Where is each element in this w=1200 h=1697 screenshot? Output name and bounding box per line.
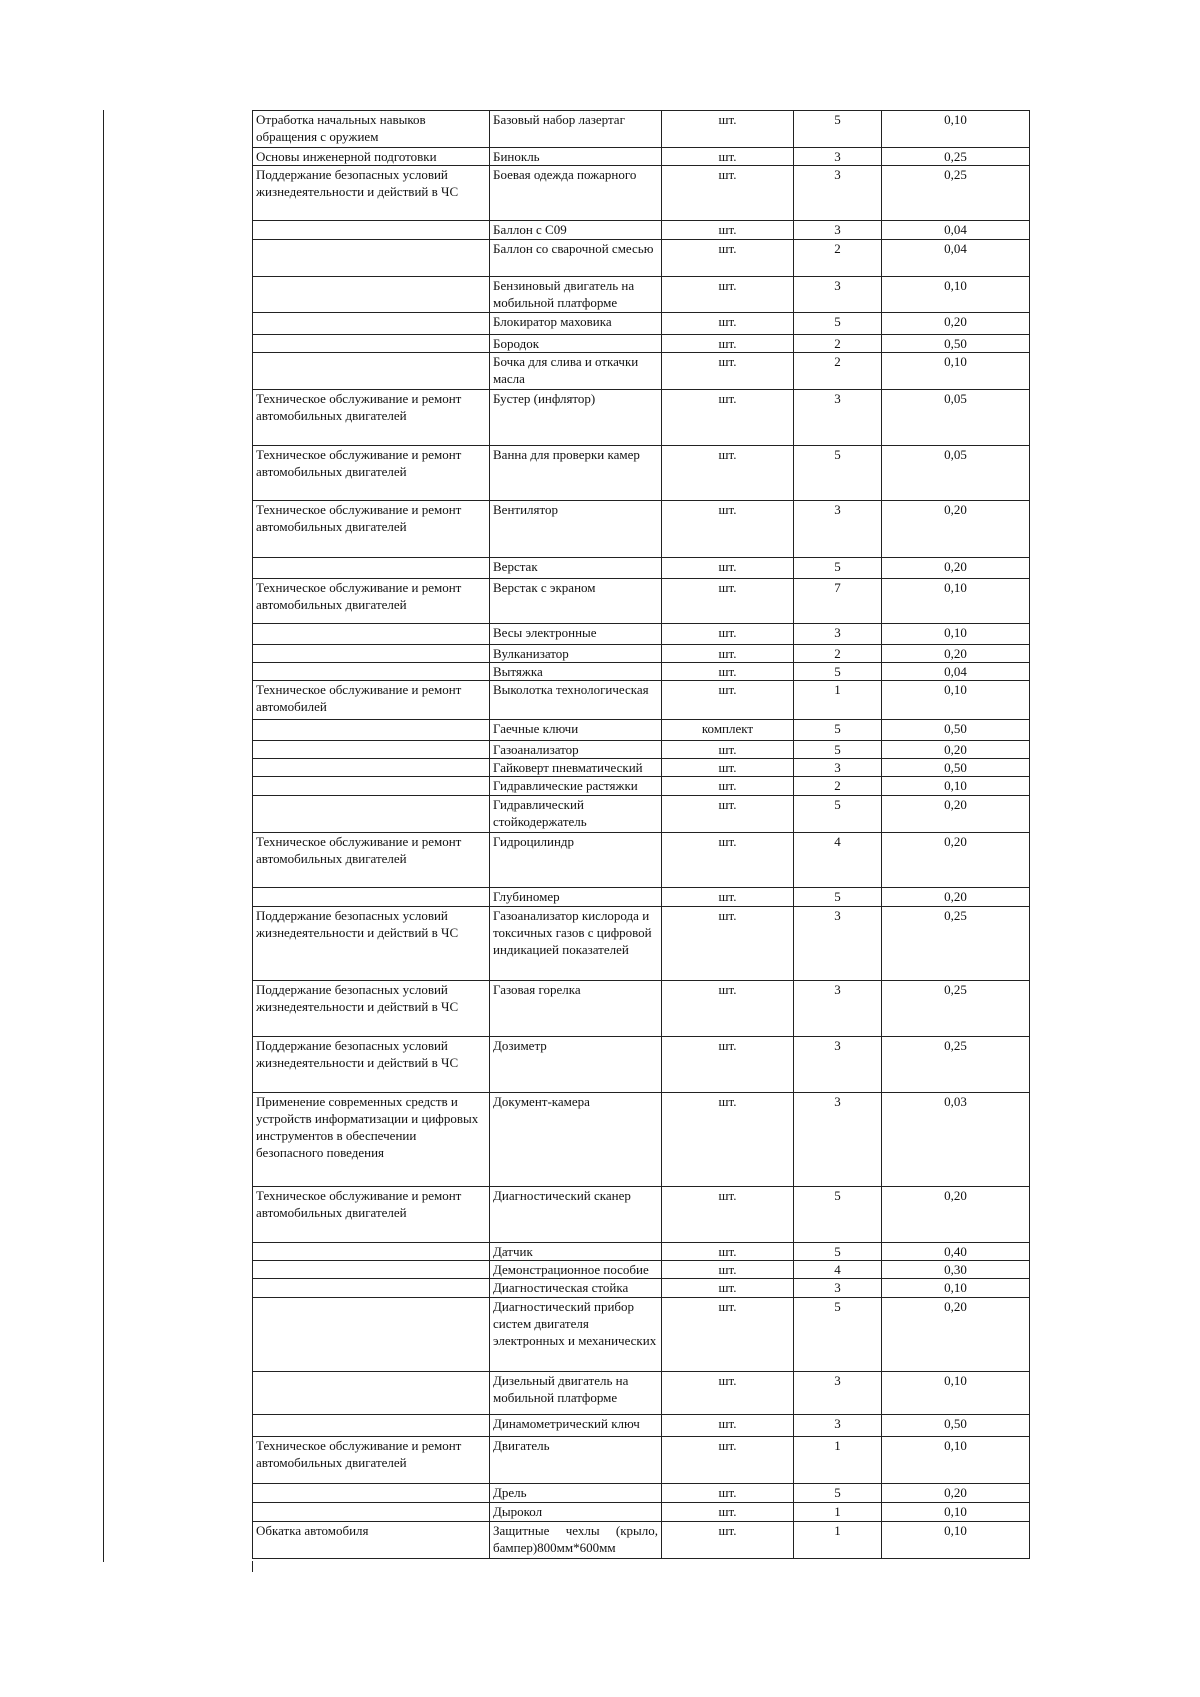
equipment-name-cell: Гидроцилиндр [490, 833, 662, 888]
coefficient-cell: 0,50 [882, 720, 1030, 741]
quantity-cell: 3 [794, 221, 882, 240]
equipment-name-cell: Демонстрационное пособие [490, 1261, 662, 1279]
quantity-cell: 5 [794, 796, 882, 833]
unit-cell: шт. [662, 888, 794, 907]
coefficient-cell: 0,10 [882, 1522, 1030, 1559]
unit-cell: шт. [662, 1298, 794, 1372]
coefficient-cell: 0,20 [882, 645, 1030, 663]
coefficient-cell: 0,20 [882, 1298, 1030, 1372]
training-area-cell [253, 335, 490, 353]
training-area-cell [253, 624, 490, 645]
equipment-table [252, 110, 1030, 1559]
equipment-name-cell: Дрель [490, 1484, 662, 1503]
quantity-cell: 2 [794, 777, 882, 796]
table-row [253, 390, 1030, 446]
coefficient-cell: 0,25 [882, 166, 1030, 221]
equipment-name-cell: Ванна для проверки камер [490, 446, 662, 501]
equipment-name-cell: Диагностический прибор систем двигателя электронных и механических [490, 1298, 662, 1372]
table-row [253, 1415, 1030, 1437]
equipment-name-cell: Дизельный двигатель на мобильной платформе [490, 1372, 662, 1415]
unit-cell: шт. [662, 1261, 794, 1279]
unit-cell: шт. [662, 166, 794, 221]
quantity-cell: 5 [794, 558, 882, 579]
quantity-cell: 7 [794, 579, 882, 624]
table-row [253, 645, 1030, 663]
equipment-name-cell: Баллон со сварочной смесью [490, 240, 662, 277]
unit-cell: шт. [662, 353, 794, 390]
training-area-cell [253, 1415, 490, 1437]
coefficient-cell: 0,25 [882, 148, 1030, 166]
quantity-cell: 3 [794, 166, 882, 221]
quantity-cell: 1 [794, 1522, 882, 1559]
unit-cell: шт. [662, 981, 794, 1037]
coefficient-cell: 0,10 [882, 1437, 1030, 1484]
equipment-name-cell: Боевая одежда пожарного [490, 166, 662, 221]
training-area-cell: Основы инженерной подготовки [253, 148, 490, 166]
quantity-cell: 5 [794, 313, 882, 335]
table-row [253, 240, 1030, 277]
training-area-cell [253, 313, 490, 335]
coefficient-cell: 0,25 [882, 907, 1030, 981]
table-row [253, 720, 1030, 741]
coefficient-cell: 0,03 [882, 1093, 1030, 1187]
table-row [253, 1279, 1030, 1298]
unit-cell: шт. [662, 777, 794, 796]
unit-cell: шт. [662, 907, 794, 981]
table-row [253, 558, 1030, 579]
training-area-cell: Обкатка автомобиля [253, 1522, 490, 1559]
equipment-name-cell: Вулканизатор [490, 645, 662, 663]
page-margin-rule [103, 110, 104, 1562]
training-area-cell: Поддержание безопасных условий жизнедеятельности и действий в ЧС [253, 166, 490, 221]
coefficient-cell: 0,10 [882, 777, 1030, 796]
coefficient-cell: 0,10 [882, 1372, 1030, 1415]
equipment-name-cell: Бинокль [490, 148, 662, 166]
equipment-name-cell: Диагностический сканер [490, 1187, 662, 1243]
quantity-cell: 3 [794, 1037, 882, 1093]
table-row [253, 148, 1030, 166]
table-row [253, 1243, 1030, 1261]
quantity-cell: 5 [794, 1187, 882, 1243]
coefficient-cell: 0,20 [882, 313, 1030, 335]
training-area-cell: Техническое обслуживание и ремонт автомобилей [253, 681, 490, 720]
equipment-name-cell: Глубиномер [490, 888, 662, 907]
quantity-cell: 1 [794, 1503, 882, 1522]
unit-cell: шт. [662, 277, 794, 313]
unit-cell: шт. [662, 759, 794, 777]
table-row [253, 1484, 1030, 1503]
training-area-cell: Поддержание безопасных условий жизнедеятельности и действий в ЧС [253, 1037, 490, 1093]
equipment-name-cell: Верстак [490, 558, 662, 579]
training-area-cell: Поддержание безопасных условий жизнедеятельности и действий в ЧС [253, 981, 490, 1037]
coefficient-cell: 0,50 [882, 759, 1030, 777]
training-area-cell [253, 221, 490, 240]
unit-cell: шт. [662, 446, 794, 501]
training-area-cell: Техническое обслуживание и ремонт автомобильных двигателей [253, 390, 490, 446]
quantity-cell: 5 [794, 1243, 882, 1261]
equipment-name-cell: Документ-камера [490, 1093, 662, 1187]
equipment-name-cell: Выколотка технологическая [490, 681, 662, 720]
training-area-cell [253, 1243, 490, 1261]
training-area-cell [253, 240, 490, 277]
equipment-name-cell: Дырокол [490, 1503, 662, 1522]
quantity-cell: 3 [794, 501, 882, 558]
unit-cell: шт. [662, 1522, 794, 1559]
table-row [253, 741, 1030, 759]
coefficient-cell: 0,10 [882, 353, 1030, 390]
training-area-cell: Техническое обслуживание и ремонт автомобильных двигателей [253, 1437, 490, 1484]
training-area-cell [253, 720, 490, 741]
unit-cell: шт. [662, 1372, 794, 1415]
unit-cell: шт. [662, 335, 794, 353]
unit-cell: шт. [662, 645, 794, 663]
training-area-cell [253, 1261, 490, 1279]
unit-cell: шт. [662, 1415, 794, 1437]
coefficient-cell: 0,20 [882, 501, 1030, 558]
unit-cell: шт. [662, 796, 794, 833]
table-row [253, 221, 1030, 240]
coefficient-cell: 0,20 [882, 796, 1030, 833]
table-row [253, 166, 1030, 221]
table-row [253, 353, 1030, 390]
coefficient-cell: 0,10 [882, 1503, 1030, 1522]
table-row [253, 1037, 1030, 1093]
table-row [253, 833, 1030, 888]
unit-cell: шт. [662, 1243, 794, 1261]
unit-cell: шт. [662, 741, 794, 759]
table-row [253, 1298, 1030, 1372]
unit-cell: шт. [662, 390, 794, 446]
quantity-cell: 4 [794, 1261, 882, 1279]
unit-cell: комплект [662, 720, 794, 741]
equipment-name-cell: Бородок [490, 335, 662, 353]
training-area-cell [253, 1279, 490, 1298]
equipment-name-cell: Газоанализатор кислорода и токсичных газов с цифровой индикацией показателей [490, 907, 662, 981]
unit-cell: шт. [662, 624, 794, 645]
quantity-cell: 5 [794, 1298, 882, 1372]
equipment-name-cell: Диагностическая стойка [490, 1279, 662, 1298]
quantity-cell: 3 [794, 148, 882, 166]
table-row [253, 446, 1030, 501]
table-row [253, 501, 1030, 558]
unit-cell: шт. [662, 111, 794, 148]
quantity-cell: 3 [794, 1415, 882, 1437]
quantity-cell: 2 [794, 353, 882, 390]
coefficient-cell: 0,25 [882, 981, 1030, 1037]
coefficient-cell: 0,20 [882, 833, 1030, 888]
unit-cell: шт. [662, 240, 794, 277]
training-area-cell: Техническое обслуживание и ремонт автомобильных двигателей [253, 1187, 490, 1243]
equipment-name-cell: Вентилятор [490, 501, 662, 558]
quantity-cell: 3 [794, 759, 882, 777]
training-area-cell [253, 741, 490, 759]
training-area-cell [253, 645, 490, 663]
equipment-name-cell: Гаечные ключи [490, 720, 662, 741]
table-row [253, 335, 1030, 353]
equipment-name-cell: Блокиратор маховика [490, 313, 662, 335]
training-area-cell: Техническое обслуживание и ремонт автомобильных двигателей [253, 833, 490, 888]
quantity-cell: 5 [794, 663, 882, 681]
coefficient-cell: 0,10 [882, 579, 1030, 624]
coefficient-cell: 0,04 [882, 221, 1030, 240]
training-area-cell: Техническое обслуживание и ремонт автомобильных двигателей [253, 446, 490, 501]
training-area-cell [253, 663, 490, 681]
equipment-name-cell: Гидравлический стойкодержатель [490, 796, 662, 833]
training-area-cell [253, 353, 490, 390]
quantity-cell: 3 [794, 277, 882, 313]
training-area-cell [253, 1484, 490, 1503]
table-row [253, 1522, 1030, 1559]
table-row [253, 981, 1030, 1037]
equipment-name-cell: Газоанализатор [490, 741, 662, 759]
quantity-cell: 3 [794, 390, 882, 446]
table-row [253, 888, 1030, 907]
table-row [253, 313, 1030, 335]
unit-cell: шт. [662, 579, 794, 624]
table-row [253, 663, 1030, 681]
quantity-cell: 2 [794, 335, 882, 353]
training-area-cell: Применение современных средств и устройств информатизации и цифровых инструментов в обеспечении безопасного поведения [253, 1093, 490, 1187]
quantity-cell: 5 [794, 741, 882, 759]
quantity-cell: 3 [794, 981, 882, 1037]
training-area-cell: Отработка начальных навыков обращения с оружием [253, 111, 490, 148]
coefficient-cell: 0,20 [882, 888, 1030, 907]
equipment-name-cell: Бустер (инфлятор) [490, 390, 662, 446]
training-area-cell [253, 888, 490, 907]
unit-cell: шт. [662, 313, 794, 335]
coefficient-cell: 0,20 [882, 1484, 1030, 1503]
table-continuation-rule [252, 1561, 253, 1572]
unit-cell: шт. [662, 1037, 794, 1093]
coefficient-cell: 0,05 [882, 390, 1030, 446]
equipment-name-cell: Базовый набор лазертаг [490, 111, 662, 148]
training-area-cell [253, 1503, 490, 1522]
quantity-cell: 3 [794, 907, 882, 981]
training-area-cell [253, 1298, 490, 1372]
coefficient-cell: 0,20 [882, 1187, 1030, 1243]
training-area-cell [253, 759, 490, 777]
equipment-name-cell: Бензиновый двигатель на мобильной платформе [490, 277, 662, 313]
equipment-name-cell: Верстак с экраном [490, 579, 662, 624]
coefficient-cell: 0,30 [882, 1261, 1030, 1279]
quantity-cell: 3 [794, 1279, 882, 1298]
unit-cell: шт. [662, 501, 794, 558]
table-row [253, 907, 1030, 981]
quantity-cell: 1 [794, 1437, 882, 1484]
table-row [253, 777, 1030, 796]
table-row [253, 1187, 1030, 1243]
table-row [253, 681, 1030, 720]
unit-cell: шт. [662, 558, 794, 579]
equipment-name-cell: Весы электронные [490, 624, 662, 645]
unit-cell: шт. [662, 148, 794, 166]
table-row [253, 1261, 1030, 1279]
table-row [253, 111, 1030, 148]
training-area-cell [253, 1372, 490, 1415]
quantity-cell: 2 [794, 645, 882, 663]
coefficient-cell: 0,10 [882, 111, 1030, 148]
equipment-name-cell: Гидравлические растяжки [490, 777, 662, 796]
coefficient-cell: 0,05 [882, 446, 1030, 501]
table-row [253, 1372, 1030, 1415]
table-row [253, 1503, 1030, 1522]
quantity-cell: 5 [794, 111, 882, 148]
table-row [253, 579, 1030, 624]
training-area-cell: Техническое обслуживание и ремонт автомобильных двигателей [253, 501, 490, 558]
coefficient-cell: 0,10 [882, 277, 1030, 313]
training-area-cell [253, 796, 490, 833]
table-row [253, 1093, 1030, 1187]
quantity-cell: 5 [794, 1484, 882, 1503]
coefficient-cell: 0,10 [882, 681, 1030, 720]
unit-cell: шт. [662, 681, 794, 720]
table-row [253, 759, 1030, 777]
coefficient-cell: 0,50 [882, 1415, 1030, 1437]
equipment-name-cell: Двигатель [490, 1437, 662, 1484]
unit-cell: шт. [662, 1503, 794, 1522]
equipment-name-cell: Дозиметр [490, 1037, 662, 1093]
quantity-cell: 3 [794, 624, 882, 645]
coefficient-cell: 0,20 [882, 741, 1030, 759]
coefficient-cell: 0,20 [882, 558, 1030, 579]
training-area-cell [253, 558, 490, 579]
quantity-cell: 2 [794, 240, 882, 277]
equipment-name-cell: Динамометрический ключ [490, 1415, 662, 1437]
coefficient-cell: 0,10 [882, 1279, 1030, 1298]
unit-cell: шт. [662, 1484, 794, 1503]
equipment-name-cell: Датчик [490, 1243, 662, 1261]
quantity-cell: 4 [794, 833, 882, 888]
training-area-cell: Техническое обслуживание и ремонт автомобильных двигателей [253, 579, 490, 624]
coefficient-cell: 0,50 [882, 335, 1030, 353]
coefficient-cell: 0,40 [882, 1243, 1030, 1261]
quantity-cell: 5 [794, 720, 882, 741]
table-row [253, 624, 1030, 645]
training-area-cell [253, 777, 490, 796]
unit-cell: шт. [662, 1437, 794, 1484]
unit-cell: шт. [662, 1093, 794, 1187]
table-row [253, 1437, 1030, 1484]
equipment-name-cell: Газовая горелка [490, 981, 662, 1037]
unit-cell: шт. [662, 1279, 794, 1298]
equipment-name-cell: Вытяжка [490, 663, 662, 681]
quantity-cell: 5 [794, 888, 882, 907]
training-area-cell [253, 277, 490, 313]
coefficient-cell: 0,04 [882, 240, 1030, 277]
equipment-name-cell: Баллон с С09 [490, 221, 662, 240]
quantity-cell: 3 [794, 1093, 882, 1187]
training-area-cell: Поддержание безопасных условий жизнедеятельности и действий в ЧС [253, 907, 490, 981]
quantity-cell: 5 [794, 446, 882, 501]
coefficient-cell: 0,04 [882, 663, 1030, 681]
equipment-name-cell: Бочка для слива и откачки масла [490, 353, 662, 390]
unit-cell: шт. [662, 1187, 794, 1243]
coefficient-cell: 0,25 [882, 1037, 1030, 1093]
unit-cell: шт. [662, 663, 794, 681]
quantity-cell: 3 [794, 1372, 882, 1415]
table-row [253, 277, 1030, 313]
equipment-name-cell: Защитные чехлы (крыло, бампер)800мм*600мм [490, 1522, 662, 1559]
table-row [253, 796, 1030, 833]
unit-cell: шт. [662, 833, 794, 888]
coefficient-cell: 0,10 [882, 624, 1030, 645]
quantity-cell: 1 [794, 681, 882, 720]
equipment-table-body [253, 111, 1030, 1559]
equipment-name-cell: Гайковерт пневматический [490, 759, 662, 777]
unit-cell: шт. [662, 221, 794, 240]
